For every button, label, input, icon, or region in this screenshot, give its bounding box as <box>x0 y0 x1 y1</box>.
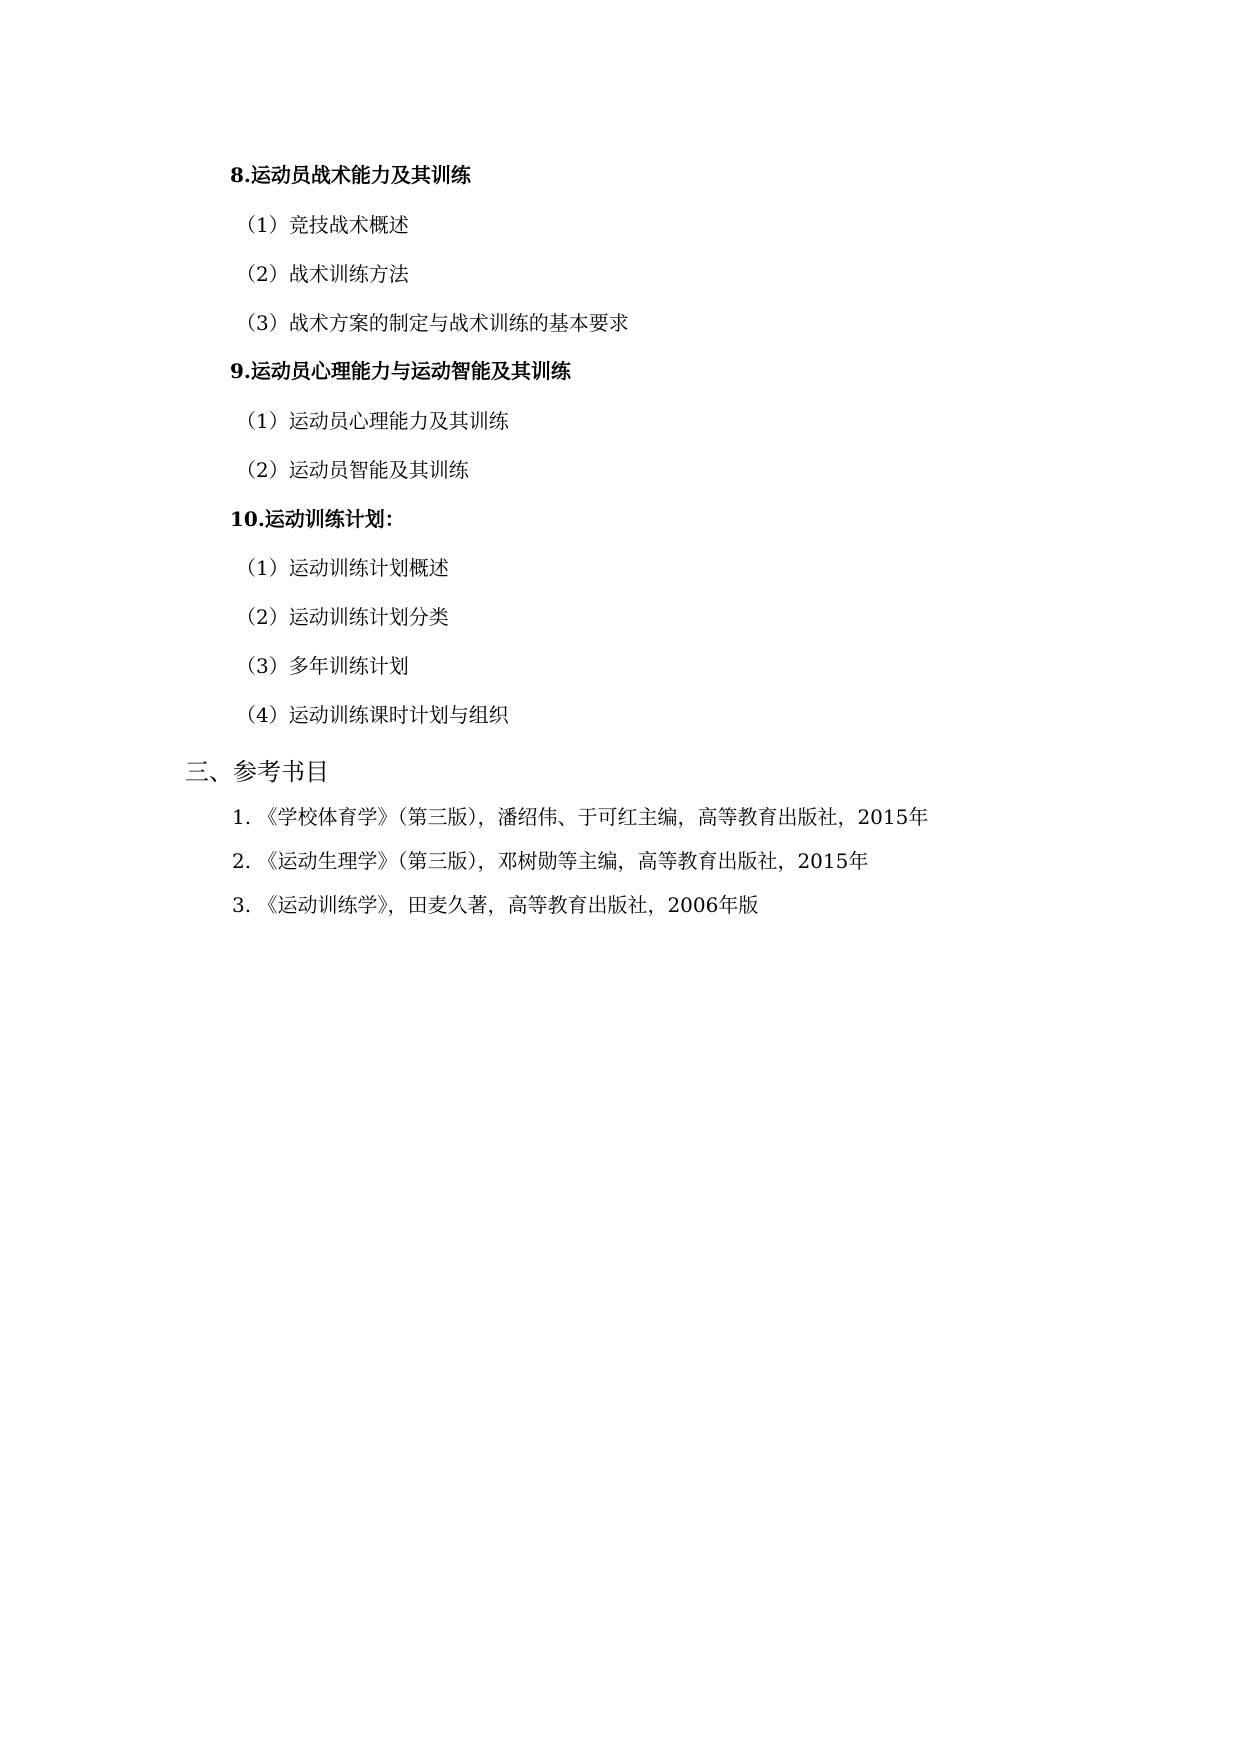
section-10-item-4: （4）运动训练课时计划与组织 <box>236 703 509 727</box>
section-8-item-1: （1）竞技战术概述 <box>236 213 409 237</box>
section-10-title: 10.运动训练计划： <box>230 507 405 531</box>
section-8-title: 8.运动员战术能力及其训练 <box>230 163 471 187</box>
section-10-item-1: （1）运动训练计划概述 <box>236 556 449 580</box>
section-8-item-2: （2）战术训练方法 <box>236 262 409 286</box>
section-9-item-2: （2）运动员智能及其训练 <box>236 458 469 482</box>
section-8-item-3: （3）战术方案的制定与战术训练的基本要求 <box>236 311 629 335</box>
reference-item-2: 2. 《运动生理学》（第三版），邓树勋等主编，高等教育出版社，2015年 <box>232 849 869 873</box>
references-title: 三、参考书目 <box>185 758 329 786</box>
reference-item-1: 1. 《学校体育学》（第三版），潘绍伟、于可红主编，高等教育出版社，2015年 <box>232 805 929 829</box>
section-9-item-1: （1）运动员心理能力及其训练 <box>236 409 509 433</box>
section-10-item-3: （3）多年训练计划 <box>236 654 409 678</box>
reference-item-3: 3. 《运动训练学》，田麦久著，高等教育出版社，2006年版 <box>232 893 759 917</box>
section-10-item-2: （2）运动训练计划分类 <box>236 605 449 629</box>
section-9-title: 9.运动员心理能力与运动智能及其训练 <box>230 359 571 383</box>
